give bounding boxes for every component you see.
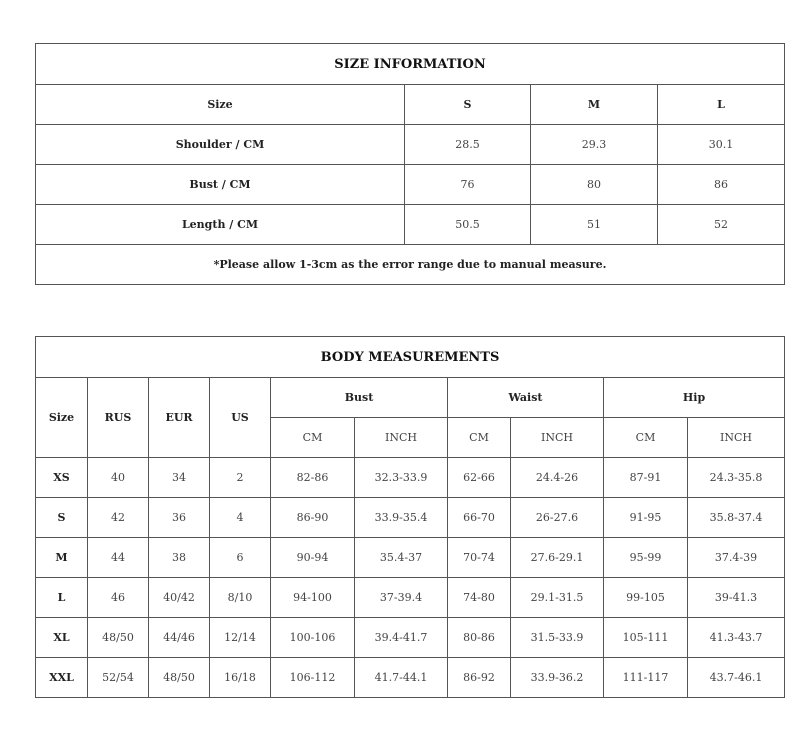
header-hip-inch: INCH: [688, 418, 785, 458]
cell-rus: 52/54: [88, 658, 149, 698]
cell-value: 52: [658, 205, 785, 245]
cell-waist-cm: 86-92: [448, 658, 511, 698]
cell-waist-inch: 24.4-26: [511, 458, 604, 498]
cell-hip-cm: 111-117: [604, 658, 688, 698]
size-information-table: [35, 43, 785, 285]
cell-hip-cm: 87-91: [604, 458, 688, 498]
cell-eur: 38: [149, 538, 210, 578]
cell-hip-inch: 41.3-43.7: [688, 618, 785, 658]
cell-waist-inch: 31.5-33.9: [511, 618, 604, 658]
cell-hip-inch: 39-41.3: [688, 578, 785, 618]
table-row: [36, 458, 785, 498]
table-row: [36, 578, 785, 618]
cell-eur: 36: [149, 498, 210, 538]
row-size-label: XL: [36, 618, 88, 658]
header-bust-cm: CM: [271, 418, 355, 458]
header-waist-inch: INCH: [511, 418, 604, 458]
cell-hip-inch: 43.7-46.1: [688, 658, 785, 698]
cell-bust-cm: 106-112: [271, 658, 355, 698]
row-size-label: M: [36, 538, 88, 578]
cell-hip-cm: 95-99: [604, 538, 688, 578]
row-label: Shoulder / CM: [36, 125, 405, 165]
cell-waist-cm: 80-86: [448, 618, 511, 658]
cell-rus: 46: [88, 578, 149, 618]
cell-us: 6: [210, 538, 271, 578]
cell-bust-cm: 82-86: [271, 458, 355, 498]
cell-hip-inch: 35.8-37.4: [688, 498, 785, 538]
cell-rus: 44: [88, 538, 149, 578]
row-size-label: S: [36, 498, 88, 538]
size-information-title: SIZE INFORMATION: [36, 44, 785, 85]
cell-hip-cm: 99-105: [604, 578, 688, 618]
table-row: [36, 538, 785, 578]
body-measurements-title: BODY MEASUREMENTS: [36, 337, 785, 378]
cell-bust-inch: 41.7-44.1: [355, 658, 448, 698]
cell-us: 4: [210, 498, 271, 538]
cell-value: 51: [531, 205, 658, 245]
cell-us: 2: [210, 458, 271, 498]
header-hip: Hip: [604, 378, 785, 418]
cell-bust-inch: 39.4-41.7: [355, 618, 448, 658]
cell-bust-cm: 94-100: [271, 578, 355, 618]
cell-bust-inch: 32.3-33.9: [355, 458, 448, 498]
cell-us: 8/10: [210, 578, 271, 618]
table-row: [36, 498, 785, 538]
cell-hip-inch: 24.3-35.8: [688, 458, 785, 498]
cell-rus: 42: [88, 498, 149, 538]
cell-hip-cm: 91-95: [604, 498, 688, 538]
cell-bust-inch: 35.4-37: [355, 538, 448, 578]
cell-value: 29.3: [531, 125, 658, 165]
cell-waist-cm: 66-70: [448, 498, 511, 538]
cell-eur: 34: [149, 458, 210, 498]
size-header-s: S: [405, 85, 531, 125]
header-eur: EUR: [149, 378, 210, 458]
header-hip-cm: CM: [604, 418, 688, 458]
size-header-label: Size: [36, 85, 405, 125]
header-rus: RUS: [88, 378, 149, 458]
row-label: Bust / CM: [36, 165, 405, 205]
cell-value: 80: [531, 165, 658, 205]
header-waist-cm: CM: [448, 418, 511, 458]
size-header-row: [36, 85, 785, 125]
cell-waist-cm: 70-74: [448, 538, 511, 578]
table-row: [36, 618, 785, 658]
row-size-label: XS: [36, 458, 88, 498]
cell-value: 28.5: [405, 125, 531, 165]
cell-waist-cm: 74-80: [448, 578, 511, 618]
body-measurements-table: [35, 336, 785, 698]
cell-eur: 40/42: [149, 578, 210, 618]
cell-bust-cm: 90-94: [271, 538, 355, 578]
table-row: [36, 165, 785, 205]
row-label: Length / CM: [36, 205, 405, 245]
cell-bust-cm: 100-106: [271, 618, 355, 658]
size-header-m: M: [531, 85, 658, 125]
cell-value: 76: [405, 165, 531, 205]
cell-bust-inch: 37-39.4: [355, 578, 448, 618]
cell-waist-inch: 29.1-31.5: [511, 578, 604, 618]
cell-waist-inch: 27.6-29.1: [511, 538, 604, 578]
cell-waist-cm: 62-66: [448, 458, 511, 498]
cell-us: 16/18: [210, 658, 271, 698]
header-waist: Waist: [448, 378, 604, 418]
cell-value: 30.1: [658, 125, 785, 165]
table-row: [36, 205, 785, 245]
cell-value: 86: [658, 165, 785, 205]
cell-eur: 44/46: [149, 618, 210, 658]
cell-bust-inch: 33.9-35.4: [355, 498, 448, 538]
header-size: Size: [36, 378, 88, 458]
cell-waist-inch: 33.9-36.2: [511, 658, 604, 698]
cell-hip-inch: 37.4-39: [688, 538, 785, 578]
cell-hip-cm: 105-111: [604, 618, 688, 658]
header-us: US: [210, 378, 271, 458]
cell-us: 12/14: [210, 618, 271, 658]
cell-rus: 40: [88, 458, 149, 498]
cell-rus: 48/50: [88, 618, 149, 658]
row-size-label: L: [36, 578, 88, 618]
size-header-l: L: [658, 85, 785, 125]
cell-bust-cm: 86-90: [271, 498, 355, 538]
row-size-label: XXL: [36, 658, 88, 698]
table-row: [36, 125, 785, 165]
table-row: [36, 658, 785, 698]
header-bust-inch: INCH: [355, 418, 448, 458]
cell-waist-inch: 26-27.6: [511, 498, 604, 538]
measurement-note: *Please allow 1-3cm as the error range due to manual measure.: [36, 245, 785, 285]
header-bust: Bust: [271, 378, 448, 418]
cell-value: 50.5: [405, 205, 531, 245]
cell-eur: 48/50: [149, 658, 210, 698]
